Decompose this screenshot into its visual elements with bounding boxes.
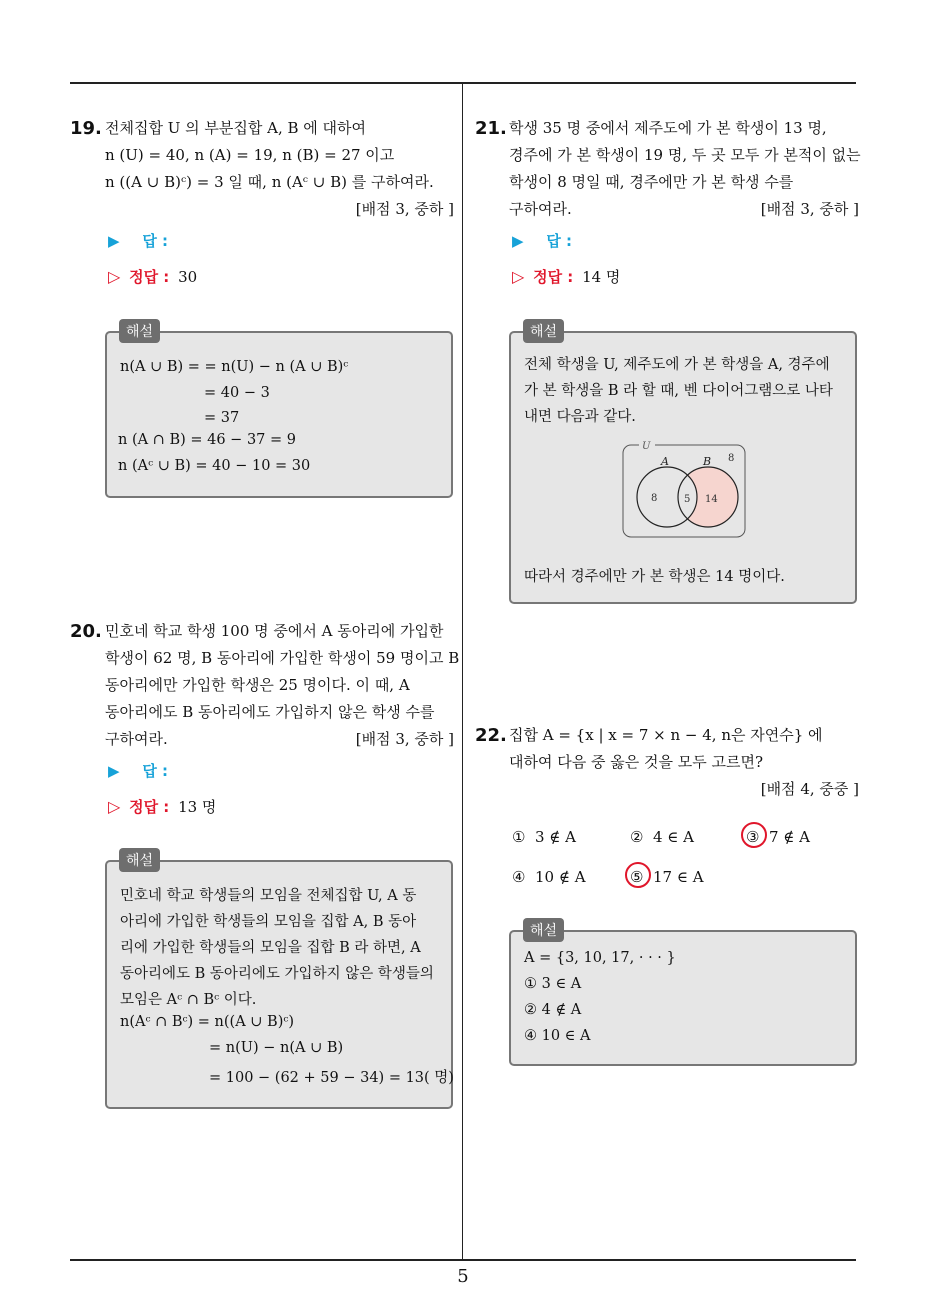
choice-number: ①	[512, 828, 526, 846]
explanation-box	[509, 324, 857, 604]
score-label: [배점 3, 중하 ]	[355, 730, 454, 748]
explanation-tag: 해설	[523, 319, 564, 343]
explanation-tag: 해설	[119, 319, 160, 343]
correct-value: 13 명	[178, 798, 217, 816]
both-count: 5	[684, 494, 691, 505]
explanation-line: n(Aᶜ ∩ Bᶜ) = n((A ∪ B)ᶜ)	[120, 1014, 295, 1030]
question-text-line: 경주에 가 본 학생이 19 명, 두 곳 모두 가 본적이 없는	[509, 146, 861, 164]
choice-text: 4 ∈ A	[653, 828, 695, 846]
explanation-line: 아리에 가입한 학생들의 모임을 집합 A, B 동아	[120, 914, 417, 930]
correct-label: 정답 :	[129, 268, 170, 286]
correct-value: 14 명	[582, 268, 621, 286]
explanation-tag: 해설	[119, 848, 160, 872]
correct-triangle-icon: ▷	[512, 267, 525, 286]
answer-label: 답 :	[546, 232, 573, 250]
explanation-line: A = {3, 10, 17, · · · }	[524, 950, 676, 966]
explanation-box	[105, 853, 454, 1109]
correct-answer-row	[108, 266, 197, 287]
explanation-line: 모임은 Aᶜ ∩ Bᶜ 이다.	[120, 992, 257, 1008]
question-text-line: 학생이 62 명, B 동아리에 가입한 학생이 59 명이고 B	[105, 649, 460, 667]
explanation-line: ① 3 ∈ A	[524, 976, 582, 992]
explanation-line: 내면 다음과 같다.	[524, 409, 636, 425]
question-number: 20.	[70, 621, 102, 642]
correct-triangle-icon: ▷	[108, 797, 121, 816]
explanation-box	[509, 923, 857, 1066]
question-number: 19.	[70, 118, 102, 139]
explanation-line: 전체 학생을 U, 제주도에 가 본 학생을 A, 경주에	[524, 357, 830, 373]
explanation-line: ② 4 ∉ A	[524, 1002, 582, 1018]
correct-answer-row	[512, 266, 620, 287]
question-number: 21.	[475, 118, 507, 139]
choice-number: ③	[746, 828, 760, 846]
explanation-line: n (Aᶜ ∪ B) = 40 − 10 = 30	[118, 458, 311, 474]
set-a-label: A	[661, 455, 669, 468]
correct-triangle-icon: ▷	[108, 267, 121, 286]
score-label: [배점 3, 중하 ]	[355, 200, 454, 218]
answer-triangle-icon: ▶	[108, 232, 120, 250]
question-21	[475, 115, 859, 223]
explanation-line: n (A ∩ B) = 46 − 37 = 9	[118, 432, 296, 448]
only-a-count: 8	[651, 493, 658, 504]
question-22	[475, 722, 859, 803]
score-label: [배점 3, 중하 ]	[760, 200, 859, 218]
choice-text: 3 ∉ A	[535, 828, 577, 846]
choice-text: 10 ∉ A	[535, 868, 586, 886]
correct-label: 정답 :	[533, 268, 574, 286]
answer-label: 답 :	[142, 232, 169, 250]
answer-triangle-icon: ▶	[108, 762, 120, 780]
correct-answer-row	[108, 796, 216, 817]
question-text-line: n ((A ∪ B)ᶜ) = 3 일 때, n (Aᶜ ∪ B) 를 구하여라.	[105, 173, 434, 191]
answer-triangle-icon: ▶	[512, 232, 524, 250]
answer-row	[108, 760, 168, 781]
question-text-line: n (U) = 40, n (A) = 19, n (B) = 27 이고	[105, 146, 395, 164]
explanation-line: 동아리에도 B 동아리에도 가입하지 않은 학생들의	[120, 966, 434, 982]
explanation-tag: 해설	[523, 918, 564, 942]
universe-label: U	[642, 441, 651, 452]
correct-value: 30	[178, 268, 198, 286]
choice-text: 17 ∈ A	[653, 868, 704, 886]
question-text-line: 학생 35 명 중에서 제주도에 가 본 학생이 13 명,	[509, 119, 827, 137]
choice-text: 7 ∉ A	[769, 828, 811, 846]
explanation-line: 민호네 학교 학생들의 모임을 전체집합 U, A 동	[120, 888, 417, 904]
selected-mark-circle	[625, 862, 651, 888]
outside-count: 8	[728, 453, 735, 464]
column-divider	[462, 84, 463, 1261]
selected-mark-circle	[741, 822, 767, 848]
question-text-line: 민호네 학교 학생 100 명 중에서 A 동아리에 가입한	[105, 622, 444, 640]
answer-row	[512, 230, 572, 251]
question-text-line: 구하여라.	[105, 730, 168, 748]
question-20	[70, 618, 460, 753]
question-text-line: 전체집합 U 의 부분집합 A, B 에 대하여	[105, 119, 367, 137]
choice-4[interactable]	[512, 868, 586, 886]
explanation-line: = n(U) − n(A ∪ B)	[209, 1040, 344, 1056]
explanation-line: = 37	[204, 410, 240, 426]
page-number: 5	[457, 1266, 469, 1287]
question-text-line: 동아리에도 B 동아리에도 가입하지 않은 학생 수를	[105, 703, 435, 721]
question-text-line: 동아리에만 가입한 학생은 25 명이다. 이 때, A	[105, 676, 410, 694]
question-text-line: 학생이 8 명일 때, 경주에만 가 본 학생 수를	[509, 173, 794, 191]
explanation-line: n(A ∪ B) = = n(U) − n (A ∪ B)ᶜ	[120, 359, 349, 375]
explanation-box	[105, 324, 453, 498]
explanation-conclusion: 따라서 경주에만 가 본 학생은 14 명이다.	[524, 569, 785, 585]
question-number: 22.	[475, 725, 507, 746]
question-19	[70, 115, 454, 223]
score-label: [배점 4, 중중 ]	[760, 780, 859, 798]
choice-2[interactable]	[630, 828, 694, 846]
question-text-line: 집합 A = {x | x = 7 × n − 4, n은 자연수} 에	[509, 726, 823, 744]
explanation-line: ④ 10 ∈ A	[524, 1028, 591, 1044]
venn-diagram	[615, 435, 775, 539]
explanation-line: 가 본 학생을 B 라 할 때, 벤 다이어그램으로 나타	[524, 383, 833, 399]
choice-number: ②	[630, 828, 644, 846]
choice-number: ⑤	[630, 868, 644, 886]
explanation-line: 리에 가입한 학생들의 모임을 집합 B 라 하면, A	[120, 940, 421, 956]
bottom-rule	[70, 1259, 856, 1261]
question-text-line: 대하여 다음 중 옳은 것을 모두 고르면?	[509, 753, 764, 771]
answer-label: 답 :	[142, 762, 169, 780]
explanation-line: = 100 − (62 + 59 − 34) = 13( 명)	[209, 1070, 454, 1086]
question-text-line: 구하여라.	[509, 200, 572, 218]
set-b-label: B	[703, 455, 712, 468]
only-b-count: 14	[705, 494, 718, 505]
explanation-line: = 40 − 3	[204, 385, 270, 401]
answer-row	[108, 230, 168, 251]
choice-1[interactable]	[512, 828, 576, 846]
choice-number: ④	[512, 868, 526, 886]
correct-label: 정답 :	[129, 798, 170, 816]
